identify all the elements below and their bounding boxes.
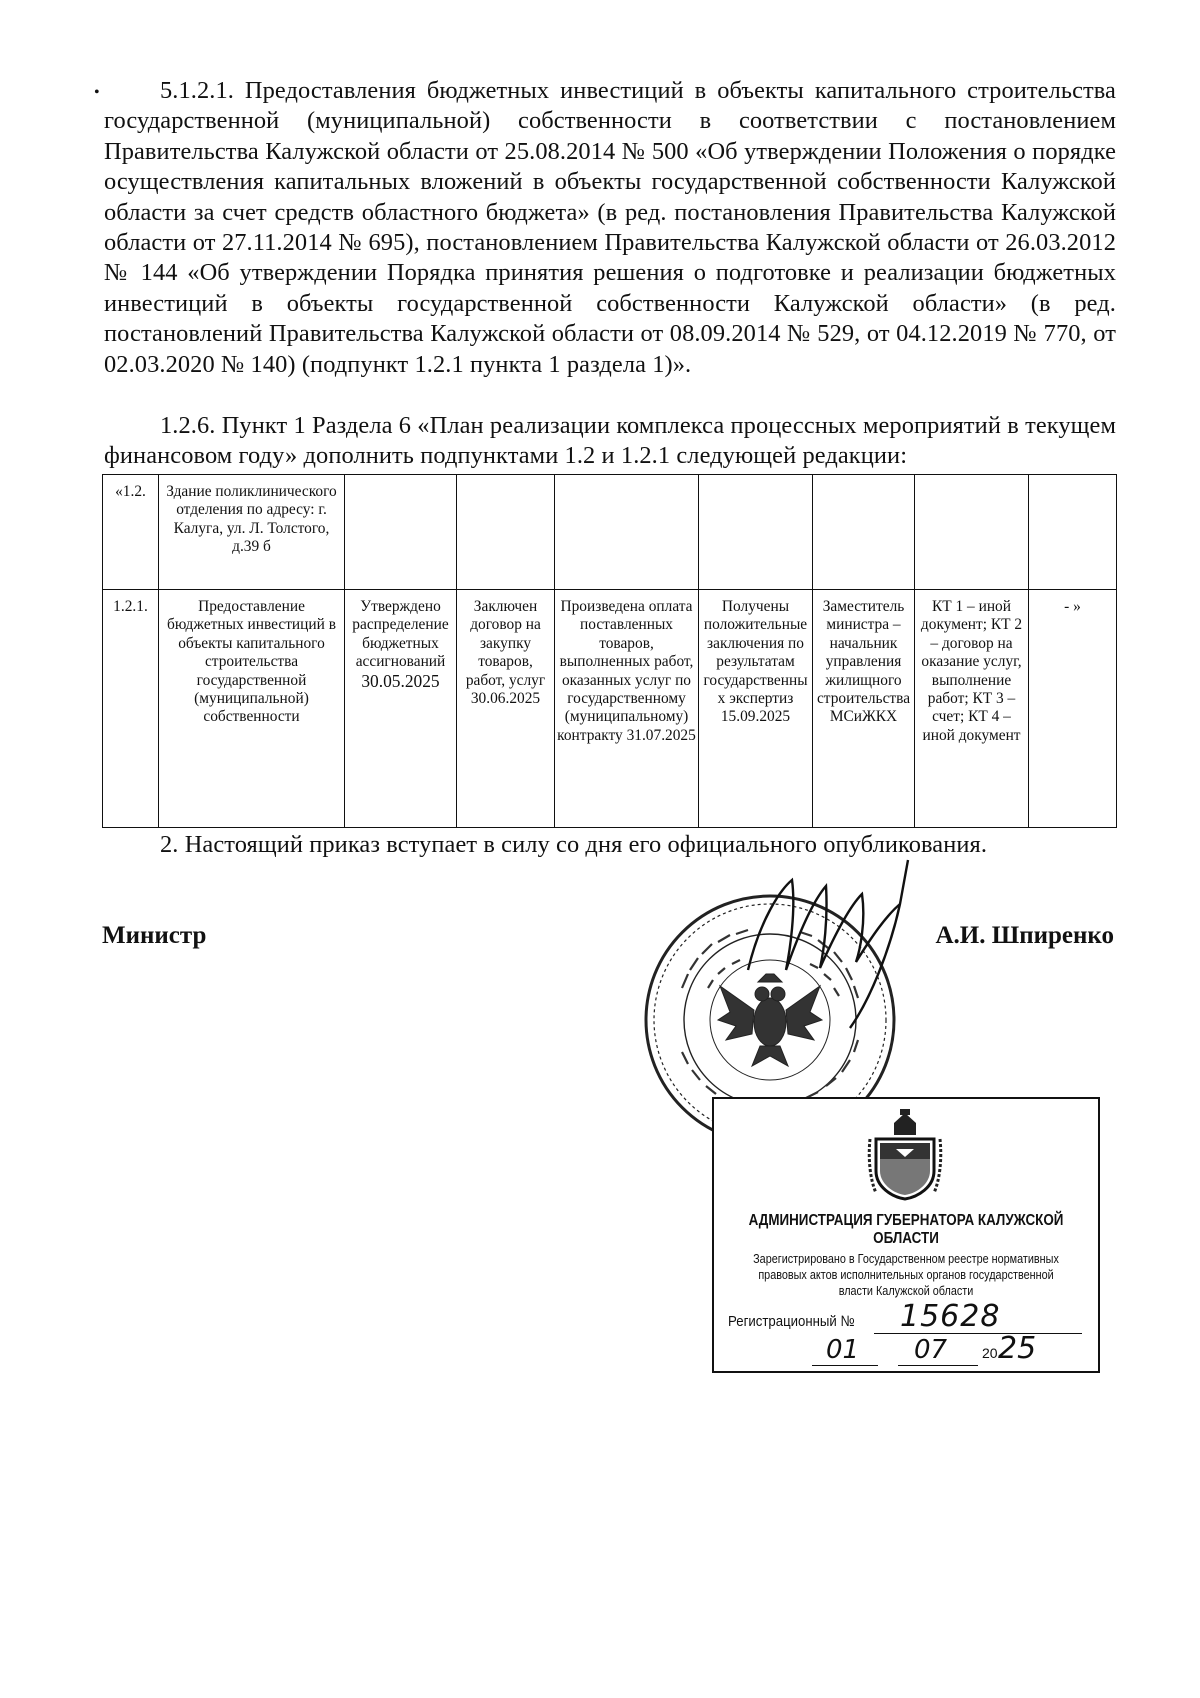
stamp-organization: АДМИНИСТРАЦИЯ ГУБЕРНАТОРА КАЛУЖСКОЙ ОБЛАСТИ bbox=[748, 1212, 1064, 1247]
registration-date-year-prefix: 20 bbox=[982, 1345, 998, 1361]
control-point-1 bbox=[345, 590, 457, 828]
margin-mark: • bbox=[94, 84, 100, 101]
empty-cell bbox=[813, 475, 915, 590]
empty-cell bbox=[1029, 475, 1117, 590]
signer-position: Министр bbox=[102, 922, 207, 949]
empty-cell bbox=[555, 475, 699, 590]
handwritten-signature bbox=[740, 850, 940, 1030]
empty-cell bbox=[345, 475, 457, 590]
paragraph-2: 2. Настоящий приказ вступает в силу со дня его официального опубликования. bbox=[160, 831, 988, 858]
empty-cell bbox=[915, 475, 1029, 590]
row-number: 1.2.1. bbox=[103, 590, 159, 828]
control-point-4: Получены положительные заключения по результатам государственных экспертиз 15.09.2025 bbox=[699, 590, 813, 828]
object-name: Здание поликлинического отделения по адресу: г. Калуга, ул. Л. Толстого, д.39 б bbox=[159, 475, 345, 590]
date-month-line bbox=[898, 1365, 978, 1366]
empty-cell bbox=[699, 475, 813, 590]
control-point-1-text: Утверждено распределение бюджетных ассигнований bbox=[352, 598, 449, 671]
responsible-person: Заместитель министра – начальник управления жилищного строительства МСиЖКХ bbox=[813, 590, 915, 828]
registration-stamp bbox=[712, 1097, 1100, 1373]
stamp-registration-note: Зарегистрировано в Государственном реестре нормативных правовых актов исполнительных органов государственной власти Калужской области bbox=[753, 1252, 1059, 1298]
table-row bbox=[103, 475, 1117, 590]
empty-cell bbox=[457, 475, 555, 590]
paragraph-1-2-6: 1.2.6. Пункт 1 Раздела 6 «План реализации комплекса процессных мероприятий в текущем финансовом году» дополнить подпунктами 1.2 и 1.2.1 следующей редакции: bbox=[104, 412, 1116, 470]
table-row bbox=[103, 590, 1117, 828]
row-end-mark: - » bbox=[1029, 590, 1117, 828]
control-point-3: Произведена оплата поставленных товаров, выполненных работ, оказанных услуг по государственному (муниципальному) контракту 31.07.2025 bbox=[555, 590, 699, 828]
registration-date-year: 25 bbox=[998, 1331, 1037, 1366]
control-point-2: Заключен договор на закупку товаров, работ, услуг 30.06.2025 bbox=[457, 590, 555, 828]
paragraph-5-1-2-1: 5.1.2.1. Предоставления бюджетных инвестиций в объекты капитального строительства государственной (муниципальной) собственности в соответствии с постановлением Правительства Калужской области от 25.08.2014 № 500 «Об утверждении Положения о порядке осуществления капитальных вложений в объекты государственной собственности Калужской области за счет средств областного бюджета» (в ред. постановления Правительства Калужской области от 27.11.2014 № 695), постановлением Правительства Калужской области от 26.03.2012 № 144 «Об утверждении Порядка принятия решения о подготовке и реализации бюджетных инвестиций в объекты государственной собственности Калужской области» (в ред. постановлений Правительства Калужской области от 08.09.2014 № 529, от 04.12.2019 № 770, от 02.03.2020 № 140) (подпункт 1.2.1 пункта 1 раздела 1)». bbox=[104, 77, 1116, 378]
control-point-1-date: 30.05.2025 bbox=[361, 670, 440, 691]
coat-of-arms-icon bbox=[866, 1109, 944, 1201]
date-day-line bbox=[812, 1365, 878, 1366]
plan-table bbox=[102, 474, 1117, 828]
registration-number: 15628 bbox=[900, 1299, 1001, 1334]
registration-date-day: 01 bbox=[826, 1335, 860, 1365]
signer-name: А.И. Шпиренко bbox=[935, 922, 1114, 949]
row-number: «1.2. bbox=[103, 475, 159, 590]
measure-name: Предоставление бюджетных инвестиций в объекты капитального строительства государственной (муниципальной) собственности bbox=[159, 590, 345, 828]
registration-date-month: 07 bbox=[914, 1335, 948, 1365]
confirming-documents: КТ 1 – иной документ; КТ 2 – договор на оказание услуг, выполнение работ; КТ 3 – счет; КТ 4 – иной документ bbox=[915, 590, 1029, 828]
registration-number-label: Регистрационный № bbox=[728, 1313, 855, 1330]
